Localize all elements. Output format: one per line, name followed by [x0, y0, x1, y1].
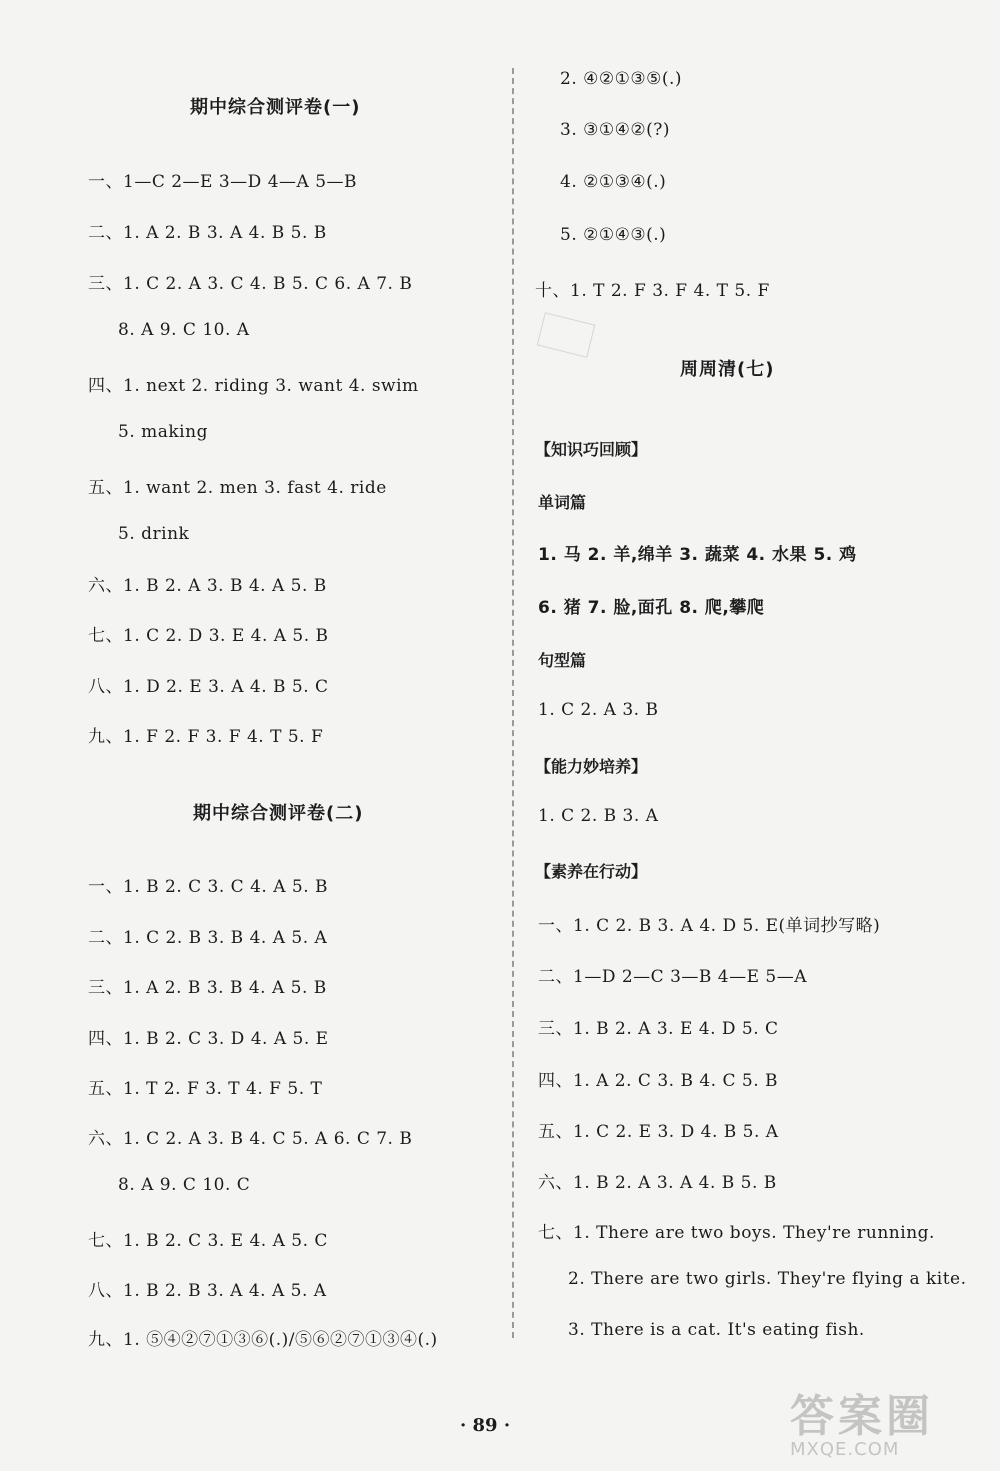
subsection-header-sentences: 句型篇 [538, 651, 587, 670]
answer-line: 1. C 2. A 3. B [538, 700, 659, 720]
answer-line: 三、1. A 2. B 3. B 4. A 5. B [88, 978, 327, 998]
answer-line: 3. There is a cat. It's eating fish. [568, 1320, 865, 1340]
answer-line: 七、1. There are two boys. They're running. [538, 1223, 935, 1243]
subsection-header-ability: 【能力妙培养】 [535, 757, 648, 776]
answer-line: 八、1. D 2. E 3. A 4. B 5. C [88, 677, 329, 697]
answer-line: 一、1. C 2. B 3. A 4. D 5. E(单词抄写略) [538, 916, 881, 936]
answer-line: 六、1. C 2. A 3. B 4. C 5. A 6. C 7. B [88, 1129, 413, 1149]
answer-line: 六、1. B 2. A 3. B 4. A 5. B [88, 576, 327, 596]
answer-line: 四、1. A 2. C 3. B 4. C 5. B [538, 1071, 779, 1091]
column-divider [512, 68, 514, 1338]
answer-line: 5. drink [118, 524, 190, 544]
answer-line: 二、1. C 2. B 3. B 4. A 5. A [88, 928, 328, 948]
answer-line: 1. 马 2. 羊,绵羊 3. 蔬菜 4. 水果 5. 鸡 [538, 545, 857, 565]
answer-line: 二、1. A 2. B 3. A 4. B 5. B [88, 223, 327, 243]
answer-line: 五、1. T 2. F 3. T 4. F 5. T [88, 1079, 323, 1099]
answer-line: 五、1. C 2. E 3. D 4. B 5. A [538, 1122, 779, 1142]
answer-line: 一、1—C 2—E 3—D 4—A 5—B [88, 172, 358, 192]
answer-line: 七、1. B 2. C 3. E 4. A 5. C [88, 1231, 328, 1251]
answer-line: 5. ②①④③(.) [560, 225, 667, 245]
watermark-logo-text: 答案圈 [790, 1391, 934, 1442]
answer-line: 8. A 9. C 10. A [118, 320, 250, 340]
watermark-url: MXQE.COM [790, 1439, 900, 1460]
subsection-header-words: 单词篇 [538, 493, 587, 512]
page-number: · 89 · [460, 1415, 511, 1436]
answer-line: 2. There are two girls. They're flying a kite. [568, 1269, 967, 1289]
section-title-weekly-7: 周周清(七) [680, 359, 775, 380]
section-title-midterm-1: 期中综合测评卷(一) [190, 97, 361, 118]
subsection-header-action: 【素养在行动】 [535, 862, 648, 881]
answer-line: 六、1. B 2. A 3. A 4. B 5. B [538, 1173, 777, 1193]
answer-line: 五、1. want 2. men 3. fast 4. ride [88, 478, 387, 498]
answer-line: 四、1. B 2. C 3. D 4. A 5. E [88, 1029, 329, 1049]
faint-stamp-mark [537, 312, 596, 358]
answer-line: 2. ④②①③⑤(.) [560, 69, 682, 89]
answer-line: 十、1. T 2. F 3. F 4. T 5. F [535, 281, 770, 301]
answer-line: 3. ③①④②(?) [560, 120, 670, 140]
answer-line: 6. 猪 7. 脸,面孔 8. 爬,攀爬 [538, 598, 765, 618]
answer-line: 九、1. F 2. F 3. F 4. T 5. F [88, 727, 324, 747]
answer-line: 八、1. B 2. B 3. A 4. A 5. A [88, 1281, 327, 1301]
site-watermark [790, 1391, 990, 1465]
answer-line: 三、1. C 2. A 3. C 4. B 5. C 6. A 7. B [88, 274, 413, 294]
section-title-midterm-2: 期中综合测评卷(二) [193, 803, 364, 824]
answer-line: 4. ②①③④(.) [560, 172, 667, 192]
answer-line: 四、1. next 2. riding 3. want 4. swim [88, 376, 419, 396]
subsection-header-review: 【知识巧回顾】 [535, 440, 648, 459]
answer-line: 三、1. B 2. A 3. E 4. D 5. C [538, 1019, 779, 1039]
answer-line: 一、1. B 2. C 3. C 4. A 5. B [88, 877, 329, 897]
answer-line: 1. C 2. B 3. A [538, 806, 659, 826]
answer-line: 8. A 9. C 10. C [118, 1175, 251, 1195]
answer-line: 九、1. ⑤④②⑦①③⑥(.)/⑤⑥②⑦①③④(.) [88, 1330, 438, 1350]
answer-line: 二、1—D 2—C 3—B 4—E 5—A [538, 967, 808, 987]
answer-line: 七、1. C 2. D 3. E 4. A 5. B [88, 626, 329, 646]
answer-line: 5. making [118, 422, 208, 442]
